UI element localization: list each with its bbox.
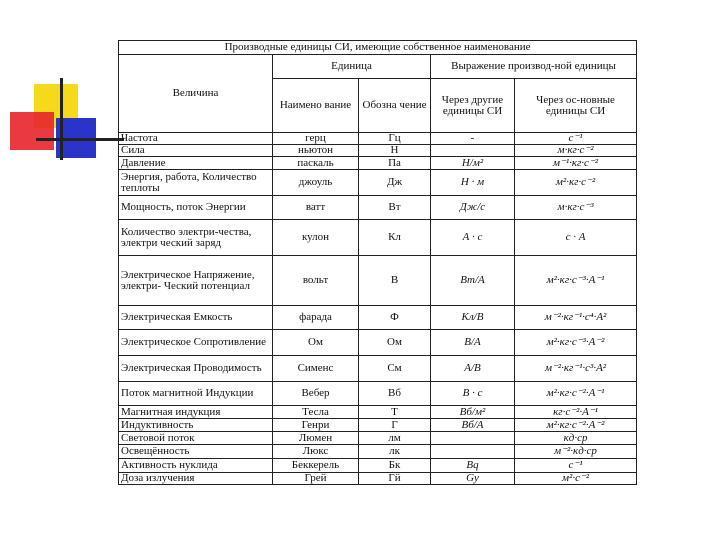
table-row [119,382,637,406]
cell-quantity: Сила [119,145,273,157]
cell-unit-symbol: В [359,256,431,306]
cell-quantity: Освещённость [119,445,273,459]
cell-via-other: Вт/А [431,256,515,306]
cell-via-base: м⁻²·кг⁻¹·с⁴·А² [515,306,637,330]
cell-unit-name: ньютон [273,145,359,157]
cell-unit-symbol: См [359,356,431,382]
cell-via-other [431,145,515,157]
cell-via-base: м²·кг·с⁻² [515,170,637,196]
cell-via-other: - [431,133,515,145]
header-unit-name: Наимено вание [273,79,359,133]
cell-via-base: м²·с⁻² [515,473,637,485]
cell-unit-name: паскаль [273,157,359,170]
table-row [119,330,637,356]
cell-via-other: В/А [431,330,515,356]
cell-unit-symbol: Па [359,157,431,170]
cell-via-other: Вб/м² [431,406,515,419]
table-row [119,256,637,306]
cell-unit-symbol: Ф [359,306,431,330]
cell-unit-name: фарада [273,306,359,330]
cell-quantity: Электрическое Сопротивление [119,330,273,356]
cell-unit-name: ватт [273,196,359,220]
table-row [119,459,637,473]
cell-via-other: А · с [431,220,515,256]
cell-quantity: Световой поток [119,432,273,445]
cell-via-base: м²·кг·с⁻³·А⁻¹ [515,256,637,306]
table-row [119,356,637,382]
cell-via-other: Кл/В [431,306,515,330]
cell-unit-symbol: Ом [359,330,431,356]
cell-via-base: м·кг·с⁻² [515,145,637,157]
cell-via-other: А/В [431,356,515,382]
cell-unit-name: Вебер [273,382,359,406]
cell-unit-name: вольт [273,256,359,306]
decor-vertical-line [60,78,63,160]
cell-unit-name: Тесла [273,406,359,419]
cell-quantity: Электрическая Емкость [119,306,273,330]
cell-unit-name: Ом [273,330,359,356]
cell-quantity: Электрическая Проводимость [119,356,273,382]
cell-via-base: кд·ср [515,432,637,445]
cell-via-base: м⁻²·кд·ср [515,445,637,459]
decor-horizontal-line [36,138,124,141]
cell-via-other [431,445,515,459]
table-row [119,432,637,445]
table-row [119,419,637,432]
cell-quantity: Частота [119,133,273,145]
cell-unit-name: герц [273,133,359,145]
cell-unit-symbol: Вт [359,196,431,220]
cell-unit-name: Грей [273,473,359,485]
table-row [119,145,637,157]
cell-unit-symbol: Гц [359,133,431,145]
cell-via-other: Дж/с [431,196,515,220]
cell-unit-symbol: Г [359,419,431,432]
cell-via-base: м²·кг·с⁻²·А⁻¹ [515,382,637,406]
cell-quantity: Доза излучения [119,473,273,485]
cell-via-other: Н/м² [431,157,515,170]
cell-via-base: м·кг·с⁻³ [515,196,637,220]
cell-unit-symbol: Кл [359,220,431,256]
cell-via-other [431,432,515,445]
table-row [119,406,637,419]
header-via-other: Через другие единицы СИ [431,79,515,133]
cell-unit-symbol: Бк [359,459,431,473]
cell-via-base: м²·кг·с⁻³·А⁻² [515,330,637,356]
cell-unit-symbol: Дж [359,170,431,196]
cell-via-base: м²·кг·с⁻²·А⁻² [515,419,637,432]
cell-via-base: с⁻¹ [515,459,637,473]
cell-quantity: Поток магнитной Индукции [119,382,273,406]
cell-unit-name: Люкс [273,445,359,459]
document-table-container [118,40,636,498]
cell-via-other: Вб/А [431,419,515,432]
table-row [119,133,637,145]
cell-quantity: Индуктивность [119,419,273,432]
cell-quantity: Электрическое Напряжение, электри- Ческий потенциал [119,256,273,306]
cell-unit-symbol: Вб [359,382,431,406]
cell-quantity: Энергия, работа, Количество теплоты [119,170,273,196]
cell-unit-symbol: Гй [359,473,431,485]
header-unit-group: Единица [273,55,431,79]
cell-unit-name: кулон [273,220,359,256]
cell-quantity: Количество электри-чества, электри ческий заряд [119,220,273,256]
cell-unit-name: Беккерель [273,459,359,473]
cell-quantity: Мощность, поток Энергии [119,196,273,220]
table-row [119,157,637,170]
cell-quantity: Магнитная индукция [119,406,273,419]
si-units-table [118,40,637,485]
cell-via-other: Bq [431,459,515,473]
table-row [119,220,637,256]
header-via-base: Через ос-новные единицы СИ [515,79,637,133]
header-quantity: Величина [119,55,273,133]
cell-via-base: м⁻²·кг⁻¹·с³·А² [515,356,637,382]
table-row [119,473,637,485]
cell-via-other: Н · м [431,170,515,196]
cell-via-other: В · с [431,382,515,406]
cell-via-other: Gy [431,473,515,485]
cell-via-base: с · А [515,220,637,256]
table-row [119,170,637,196]
table-body [119,133,637,485]
cell-unit-symbol: Н [359,145,431,157]
cell-unit-name: Генри [273,419,359,432]
cell-unit-symbol: лк [359,445,431,459]
cell-via-base: с⁻¹ [515,133,637,145]
decor-red-square [10,112,54,150]
cell-via-base: м⁻¹·кг·с⁻² [515,157,637,170]
table-row [119,306,637,330]
cell-unit-symbol: лм [359,432,431,445]
cell-unit-symbol: Т [359,406,431,419]
cell-unit-name: Сименс [273,356,359,382]
header-unit-symbol: Обозна чение [359,79,431,133]
cell-quantity: Давление [119,157,273,170]
table-row [119,445,637,459]
cell-unit-name: джоуль [273,170,359,196]
cell-via-base: кг·с⁻²·А⁻¹ [515,406,637,419]
cell-quantity: Активность нуклида [119,459,273,473]
table-caption: Производные единицы СИ, имеющие собственное наименование [119,41,637,55]
table-row [119,196,637,220]
header-expression-group: Выражение производ-ной единицы [431,55,637,79]
cell-unit-name: Люмен [273,432,359,445]
